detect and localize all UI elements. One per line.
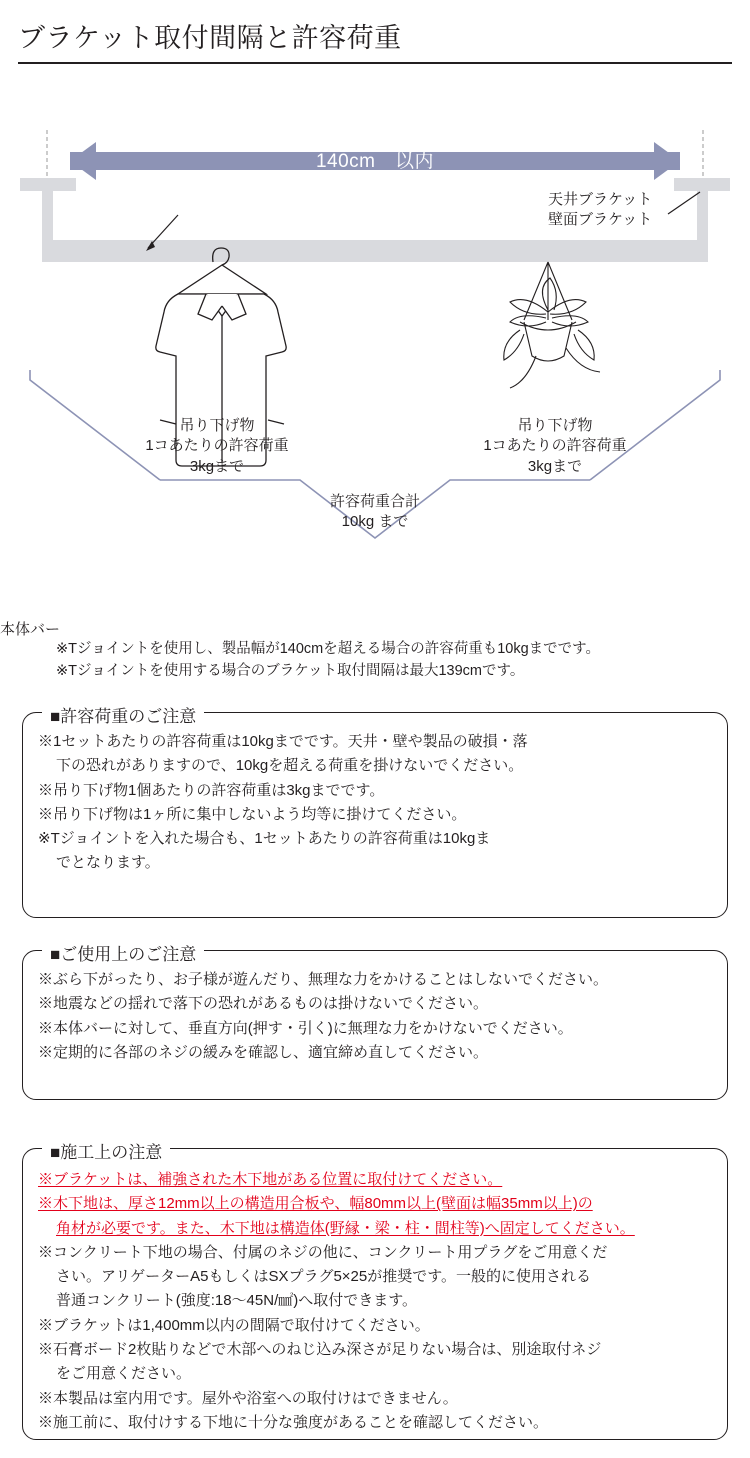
installation-notice-heading: ■施工上の注意 bbox=[42, 1138, 170, 1163]
load-notice-line-1: ※1セットあたりの許容荷重は10kgまでです。天井・壁や製品の破損・落 bbox=[38, 733, 528, 750]
installation-red-line-2: ※木下地は、厚さ12mm以上の構造用合板や、幅80mm以上(壁面は幅35mm以上)の bbox=[38, 1195, 593, 1213]
usage-notice-line-2: ※地震などの揺れで落下の恐れがあるものは掛けないでください。 bbox=[38, 995, 489, 1013]
total-load-line2: 10kg まで bbox=[341, 513, 409, 531]
installation-red-line-1: ※ブラケットは、補強された木下地がある位置に取付けてください。 bbox=[38, 1171, 503, 1188]
page-title: ブラケット取付間隔と許容荷重 bbox=[18, 23, 402, 53]
load-notice-line-6: でとなります。 bbox=[56, 854, 160, 872]
installation-line-5: ※石膏ボード2枚貼りなどで木部へのねじ込み深さが足りない場合は、別途取付ネジ bbox=[38, 1341, 602, 1359]
bracket-label-line1: 天井ブラケット bbox=[548, 191, 653, 208]
bracket-spacing-diagram bbox=[0, 80, 750, 638]
diagram-note-2: ※Tジョイントを使用する場合のブラケット取付間隔は最大139cmです。 bbox=[56, 663, 525, 680]
installation-line-8: ※施工前に、取付けする下地に十分な強度があることを確認してください。 bbox=[38, 1413, 549, 1431]
installation-line-4: ※ブラケットは1,400mm以内の間隔で取付けてください。 bbox=[38, 1316, 430, 1334]
load-notice-line-5: ※Tジョイントを入れた場合も、1セットあたりの許容荷重は10kgま bbox=[38, 830, 491, 848]
bracket-label-line2: 壁面ブラケット bbox=[548, 211, 653, 229]
usage-notice-heading: ■ご使用上のご注意 bbox=[42, 940, 204, 965]
installation-red-line-3: 角材が必要です。また、木下地は構造体(野縁・梁・柱・間柱等)へ固定してください。 bbox=[56, 1219, 635, 1237]
installation-notice-body bbox=[38, 1168, 714, 1435]
installation-line-1: ※コンクリート下地の場合、付属のネジの他に、コンクリート用プラグをご用意くだ bbox=[38, 1243, 608, 1261]
left-load-line3: 3kgまで bbox=[189, 457, 245, 475]
total-load-line1: 許容荷重合計 bbox=[329, 493, 420, 510]
left-load-label bbox=[112, 416, 322, 477]
diagram-note-1: ※Tジョイントを使用し、製品幅が140cmを超える場合の許容荷重も10kgまでです。 bbox=[56, 641, 601, 657]
installation-line-3: 普通コンクリート(強度:18〜45N/㎟)へ取付できます。 bbox=[56, 1292, 418, 1310]
right-load-line3: 3kgまで bbox=[527, 457, 583, 475]
right-load-line2: 1コあたりの許容荷重 bbox=[483, 437, 627, 455]
left-load-line2: 1コあたりの許容荷重 bbox=[145, 437, 289, 455]
usage-notice-line-4: ※定期的に各部のネジの緩みを確認し、適宜締め直してください。 bbox=[38, 1043, 489, 1061]
diagram-notes bbox=[56, 638, 600, 683]
usage-notice-line-3: ※本体バーに対して、垂直方向(押す・引く)に無理な力をかけないでください。 bbox=[38, 1019, 573, 1037]
main-bar-label: 本体バー bbox=[0, 621, 61, 638]
load-notice-body bbox=[38, 730, 710, 876]
usage-notice-line-1: ※ぶら下がったり、お子様が遊んだり、無理な力をかけることはしないでください。 bbox=[38, 971, 609, 988]
installation-line-2: さい。アリゲーターA5もしくはSXプラグ5×25が推奨です。一般的に使用される bbox=[56, 1268, 592, 1286]
right-load-label bbox=[450, 416, 660, 477]
left-load-line1: 吊り下げ物 bbox=[179, 417, 255, 434]
installation-line-6: をご用意ください。 bbox=[56, 1365, 192, 1383]
usage-notice-body bbox=[38, 968, 714, 1065]
title-divider bbox=[18, 62, 732, 64]
load-notice-line-4: ※吊り下げ物は1ヶ所に集中しないよう均等に掛けてください。 bbox=[38, 805, 467, 823]
total-load-label bbox=[270, 492, 480, 533]
load-notice-line-3: ※吊り下げ物1個あたりの許容荷重は3kgまでです。 bbox=[38, 781, 385, 799]
dimension-label: 140cm 以内 bbox=[315, 151, 435, 172]
bracket-label bbox=[548, 190, 652, 231]
load-notice-heading: ■許容荷重のご注意 bbox=[42, 702, 204, 727]
installation-line-7: ※本製品は室内用です。屋外や浴室への取付けはできません。 bbox=[38, 1389, 458, 1407]
load-notice-line-2: 下の恐れがありますので、10kgを超える荷重を掛けないでください。 bbox=[56, 757, 524, 775]
hanging-plant-illustration bbox=[504, 262, 600, 388]
right-load-line1: 吊り下げ物 bbox=[517, 417, 593, 434]
